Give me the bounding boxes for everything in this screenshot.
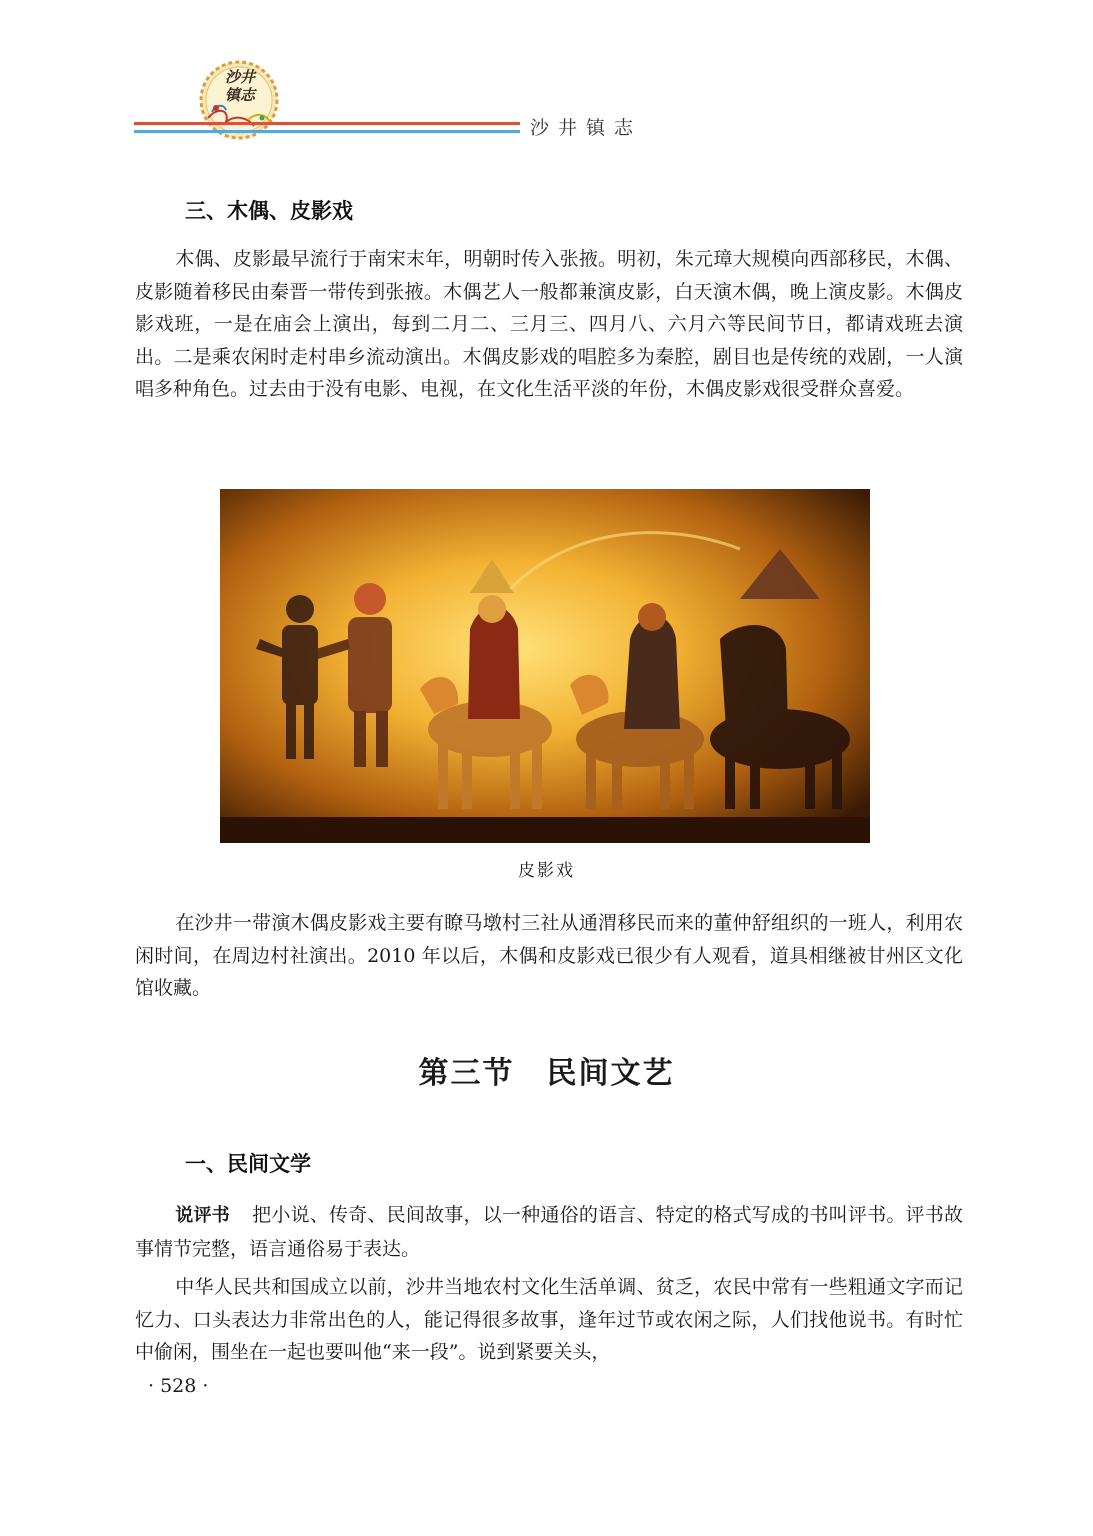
section-title <box>0 1048 1093 1092</box>
paragraph-puppet-local-text: 在沙井一带演木偶皮影戏主要有瞭马墩村三社从通渭移民而来的董仲舒组织的一班人，利用农闲时间，在周边村社演出。2010 年以后，木偶和皮影戏已很少有人观看，道具相继被甘州区文化馆收藏。 <box>135 912 963 999</box>
header-rule-red <box>134 122 520 125</box>
page-header <box>0 0 1093 150</box>
paragraph-puppet-history <box>135 243 963 406</box>
paragraph-puppet-local <box>135 907 963 1005</box>
paragraph-storytelling-definition <box>135 1199 963 1265</box>
paragraph-storytelling-history-text: 中华人民共和国成立以前，沙井当地农村文化生活单调、贫乏，农民中常有一些粗通文字而记忆力、口头表达力非常出色的人，能记得很多故事，逢年过节或农闲之际，人们找他说书。有时忙中偷闲，围坐在一起也要叫他“来一段”。说到紧要关头， <box>135 1276 963 1363</box>
shadow-puppet-photo <box>220 489 870 843</box>
subsection-heading-folk-literature: 一、民间文学 <box>185 1152 311 1176</box>
paragraph-storytelling-history <box>135 1271 963 1369</box>
term-storytelling: 说评书 <box>175 1205 230 1226</box>
shadow-puppet-image-icon <box>220 489 870 843</box>
section-heading-puppet: 三、木偶、皮影戏 <box>185 199 353 223</box>
page-number: · 528 · <box>148 1375 209 1397</box>
paragraph-puppet-history-text: 木偶、皮影最早流行于南宋末年，明朝时传入张掖。明初，朱元璋大规模向西部移民，木偶、皮影随着移民由秦晋一带传到张掖。木偶艺人一般都兼演皮影，白天演木偶，晚上演皮影。木偶皮影戏班，一是在庙会上演出，每到二月二、三月三、四月八、六月六等民间节日，都请戏班去演出。二是乘农闲时走村串乡流动演出。木偶皮影戏的唱腔多为秦腔，剧目也是传统的戏剧，一人演唱多种角色。过去由于没有电影、电视，在文化生活平淡的年份，木偶皮影戏很受群众喜爱。 <box>135 248 963 400</box>
term-storytelling-definition: 把小说、传奇、民间故事，以一种通俗的语言、特定的格式写成的书叫评书。评书故事情节完整，语言通俗易于表达。 <box>135 1204 964 1260</box>
running-header-title: 沙井镇志 <box>530 117 643 139</box>
section-name: 民间文艺 <box>546 1056 675 1091</box>
logo-text-line1: 沙井 <box>224 68 255 86</box>
photo-caption: 皮影戏 <box>518 861 575 881</box>
logo-text-line2: 镇志 <box>224 86 255 104</box>
logo-text <box>210 68 270 104</box>
section-number: 第三节 <box>418 1056 515 1091</box>
header-rule-blue <box>134 130 520 133</box>
